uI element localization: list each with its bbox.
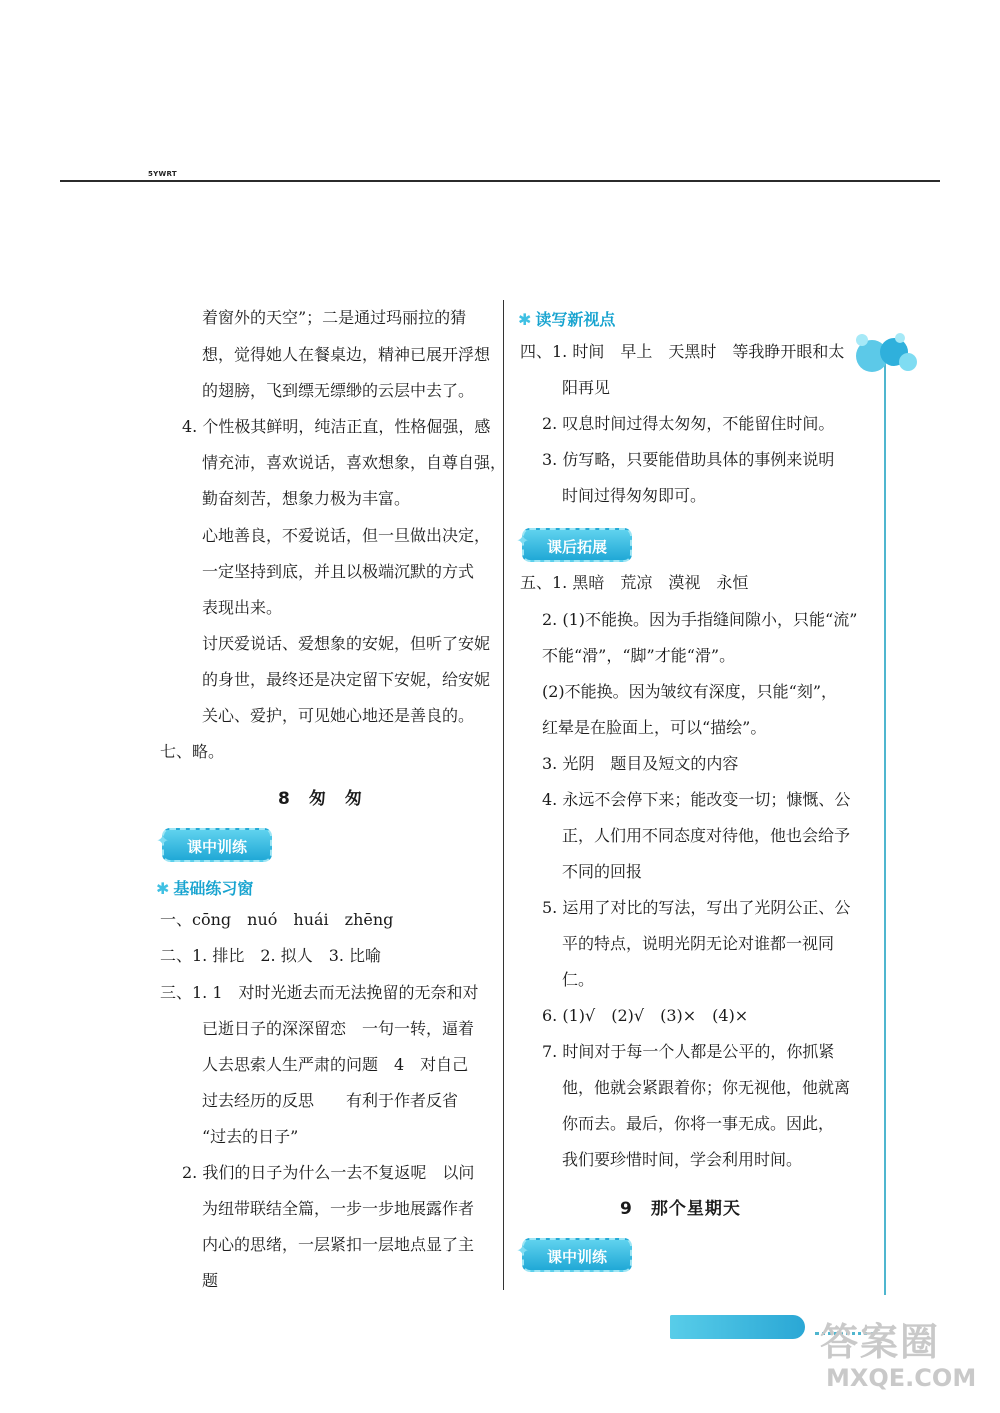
left-line-1: 着窗外的天空”；二是通过玛丽拉的猜 xyxy=(202,308,467,327)
r4-line-3: 2. 叹息时间过得太匆匆，不能留住时间。 xyxy=(542,414,835,433)
l8-line-7: “过去的日子” xyxy=(202,1127,299,1146)
left-line-7: 心地善良，不爱说话，但一旦做出决定， xyxy=(202,526,491,545)
r4-line-5: 时间过得匆匆即可。 xyxy=(562,486,707,505)
extension-badge-label: 课后拓展 xyxy=(546,538,607,556)
left-line-10: 讨厌爱说话、爱想象的安妮，但听了安妮 xyxy=(202,634,491,653)
r5-line-12: 仁。 xyxy=(562,970,595,989)
decorative-bubbles-icon xyxy=(850,330,920,376)
r5-line-17: 我们要珍惜时间，学会利用时间。 xyxy=(562,1150,803,1169)
r4-line-4: 3. 仿写略，只要能借助具体的事例来说明 xyxy=(542,450,835,469)
l8-line-5: 人去思索人生严肃的问题 4 对自己 xyxy=(202,1055,469,1074)
sparkle-icon: ✦ xyxy=(516,1241,530,1260)
lesson8-badge-label: 课中训练 xyxy=(186,838,247,856)
r4-line-1: 四、1. 时间 早上 天黑时 等我睁开眼和太 xyxy=(520,342,845,361)
lesson9-badge xyxy=(516,1238,632,1272)
r5-line-10: 5. 运用了对比的写法，写出了光阴公正、公 xyxy=(542,898,851,917)
watermark-logo-text: 答案圈 xyxy=(820,1320,941,1364)
left-line-4: 4. 个性极其鲜明，纯洁正直，性格倔强，感 xyxy=(182,417,491,436)
r5-line-15: 他，他就会紧跟着你；你无视他，他就离 xyxy=(562,1078,851,1097)
lesson8-title: 8 匆 匆 xyxy=(278,789,363,809)
left-line-3: 的翅膀，飞到缥无缥缈的云层中去了。 xyxy=(202,381,475,400)
column-divider xyxy=(503,300,504,1290)
r5-line-13: 6. (1)√ (2)√ (3)× (4)× xyxy=(542,1006,749,1025)
header-rule xyxy=(60,180,940,182)
star-icon: ✱ xyxy=(156,879,170,898)
r5-line-1: 五、1. 黑暗 荒凉 漠视 永恒 xyxy=(520,573,749,592)
running-header: 5YWRT xyxy=(148,170,178,178)
left-line-9: 表现出来。 xyxy=(202,598,283,617)
left-line-6: 勤奋刻苦，想象力极为丰富。 xyxy=(202,489,411,508)
left-line-8: 一定坚持到底，并且以极端沉默的方式 xyxy=(202,562,475,581)
r5-line-7: 4. 永远不会停下来；能改变一切；慷慨、公 xyxy=(542,790,851,809)
lesson8-subhead-label: 基础练习窗 xyxy=(173,879,254,898)
side-margin-rule xyxy=(884,360,886,1295)
left-line-13: 七、略。 xyxy=(160,742,225,761)
r5-line-9: 不同的回报 xyxy=(562,862,643,881)
l8-line-6: 过去经历的反思 有利于作者反省 xyxy=(202,1091,459,1110)
r4-line-2: 阳再见 xyxy=(562,378,611,397)
left-line-2: 想，觉得她人在餐桌边，精神已展开浮想 xyxy=(202,345,491,364)
lesson9-badge-label: 课中训练 xyxy=(546,1248,607,1266)
sparkle-icon: ✦ xyxy=(516,531,530,550)
watermark xyxy=(820,1320,976,1392)
r5-line-2: 2. (1)不能换。因为手指缝间隙小，只能“流” xyxy=(542,610,858,629)
r5-line-4: (2)不能换。因为皱纹有深度，只能“刻”， xyxy=(542,682,838,701)
extension-badge xyxy=(516,528,632,562)
l8-line-1: 一、cōng nuó huái zhēng xyxy=(160,910,394,929)
l8-line-10: 内心的思绪，一层紧扣一层地点显了主 xyxy=(202,1235,475,1254)
lesson8-subhead xyxy=(156,876,253,899)
l8-line-9: 为纽带联结全篇，一步一步地展露作者 xyxy=(202,1199,475,1218)
sparkle-icon: ✦ xyxy=(156,831,170,850)
star-icon: ✱ xyxy=(518,310,532,329)
reading-subhead-label: 读写新视点 xyxy=(535,310,616,329)
footer-tab xyxy=(670,1315,805,1339)
reading-subhead xyxy=(518,307,615,330)
left-line-11: 的身世，最终还是决定留下安妮，给安妮 xyxy=(202,670,491,689)
r5-line-14: 7. 时间对于每一个人都是公平的，你抓紧 xyxy=(542,1042,835,1061)
lesson9-title: 9 那个星期天 xyxy=(620,1199,741,1219)
r5-line-3: 不能“滑”，“脚”才能“滑”。 xyxy=(542,646,736,665)
watermark-url: MXQE.COM xyxy=(826,1364,977,1392)
lesson8-badge xyxy=(156,828,272,862)
l8-line-3: 三、1. 1 对时光逝去而无法挽留的无奈和对 xyxy=(160,983,479,1002)
l8-line-4: 已逝日子的深深留恋 一句一转，逼着 xyxy=(202,1019,475,1038)
left-line-12: 关心、爱护，可见她心地还是善良的。 xyxy=(202,706,475,725)
r5-line-8: 正，人们用不同态度对待他，他也会给予 xyxy=(562,826,851,845)
r5-line-11: 平的特点，说明光阴无论对谁都一视同 xyxy=(562,934,835,953)
l8-line-2: 二、1. 排比 2. 拟人 3. 比喻 xyxy=(160,946,382,965)
r5-line-16: 你而去。最后，你将一事无成。因此， xyxy=(562,1114,835,1133)
l8-line-8: 2. 我们的日子为什么一去不复返呢 以问 xyxy=(182,1163,475,1182)
r5-line-5: 红晕是在脸面上，可以“描绘”。 xyxy=(542,718,767,737)
l8-line-11: 题 xyxy=(202,1271,219,1290)
left-line-5: 情充沛，喜欢说话，喜欢想象，自尊自强， xyxy=(202,453,507,472)
r5-line-6: 3. 光阴 题目及短文的内容 xyxy=(542,754,739,773)
